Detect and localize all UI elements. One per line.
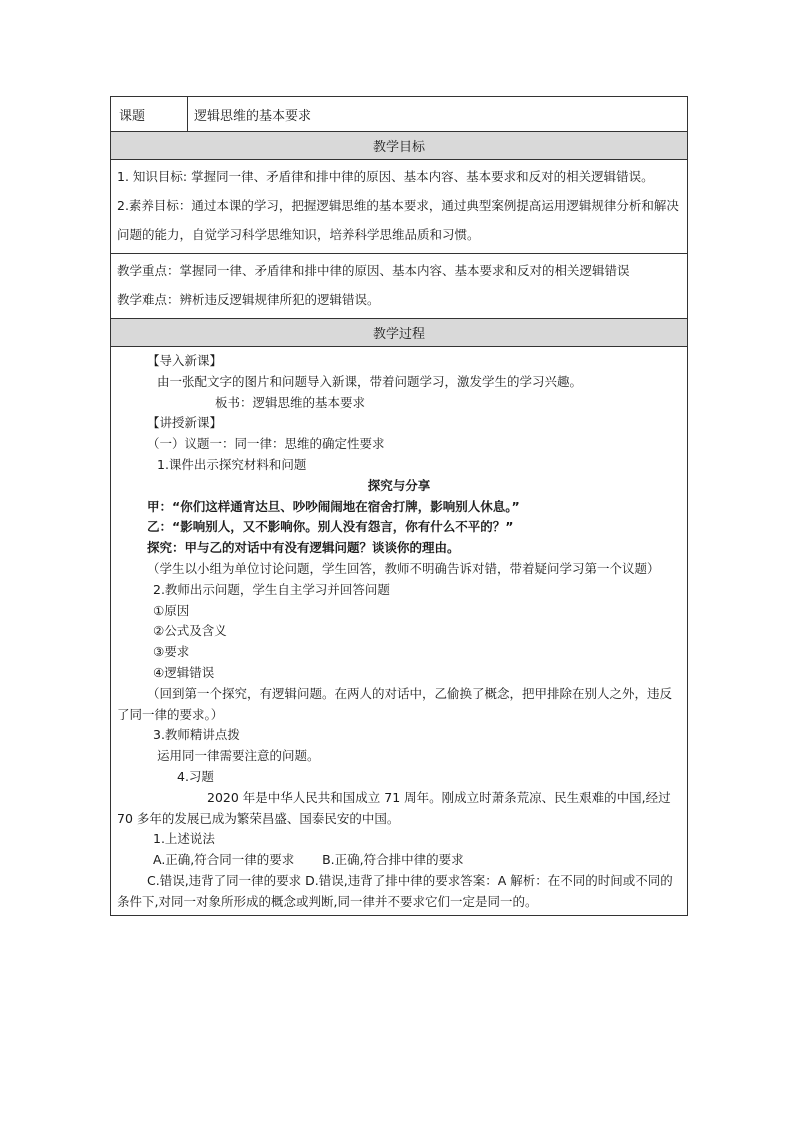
option-a: A.正确,符合同一律的要求	[153, 852, 295, 868]
answer-note: （回到第一个探究，有逻辑问题。在两人的对话中，乙偷换了概念，把甲排除在别人之外，违反了同一律的要求。）	[117, 685, 673, 722]
option-b: B.正确,符合排中律的要求	[322, 852, 464, 868]
step-three: 3.教师精讲点拨	[153, 727, 240, 743]
exercise-text: 2020 年是中华人民共和国成立 71 周年。刚成立时萧条荒凉、民生艰难的中国,经过 70 多年的发展已成为繁荣昌盛、国泰民安的中国。	[117, 789, 671, 826]
lesson-plan-table	[110, 96, 688, 916]
explore-title: 探究与分享	[367, 477, 431, 493]
goals-section	[111, 160, 687, 254]
step-two: 2.教师出示问题，学生自主学习并回答问题	[153, 581, 390, 597]
topic-one: （一）议题一：同一律：思维的确定性要求	[147, 436, 385, 452]
intro-text: 由一张配文字的图片和问题导入新课，带着问题学习，激发学生的学习兴趣。	[157, 373, 583, 389]
question-formula: ②公式及含义	[153, 623, 227, 639]
option-ab	[117, 850, 681, 871]
keypoints-section	[111, 254, 687, 319]
teaching-focus: 教学重点：掌握同一律、矛盾律和排中律的原因、基本内容、基本要求和反对的相关逻辑错误	[117, 263, 630, 278]
step-one: 1.课件出示探究材料和问题	[157, 456, 307, 472]
topic-value: 逻辑思维的基本要求	[194, 108, 312, 124]
exercise-question: 1.上述说法	[153, 831, 215, 847]
dialogue-jia: 甲：“你们这样通宵达旦、吵吵闹闹地在宿舍打牌，影响别人休息。”	[147, 498, 520, 514]
board-note: 板书：逻辑思维的基本要求	[215, 394, 366, 410]
dialogue-yi: 乙：“影响别人，又不影响你。别人没有怨言，你有什么不平的？”	[147, 519, 514, 535]
knowledge-goal: 1. 知识目标: 掌握同一律、矛盾律和排中律的原因、基本内容、基本要求和反对的相关逻辑错误。	[117, 169, 654, 184]
option-cd-answer: C.错误,违背了同一律的要求 D.错误,违背了排中律的要求答案：A 解析：在不同的时间或不同的条件下,对同一对象所形成的概念或判断,同一律并不要求它们一定是同一的。	[117, 872, 673, 909]
new-lesson-title: 【讲授新课】	[147, 415, 223, 431]
intro-title: 【导入新课】	[147, 353, 223, 368]
goals-heading: 教学目标	[111, 132, 687, 160]
topic-label: 课题	[111, 97, 188, 131]
topic-row	[111, 97, 687, 132]
process-section	[111, 347, 687, 915]
teaching-difficulty: 教学难点：辨析违反逻辑规律所犯的逻辑错误。	[117, 292, 380, 307]
question-cause: ①原因	[153, 602, 190, 618]
step-three-text: 运用同一律需要注意的问题。	[157, 748, 320, 764]
literacy-goal: 2.素养目标：通过本课的学习，把握逻辑思维的基本要求，通过典型案例提高运用逻辑规律分析和解决问题的能力，自觉学习科学思维知识，培养科学思维品质和习惯。	[117, 198, 679, 242]
question-error: ④逻辑错误	[153, 664, 215, 680]
process-heading: 教学过程	[111, 319, 687, 347]
step-four: 4.习题	[177, 768, 214, 784]
question-requirement: ③要求	[153, 644, 190, 660]
discussion-note: （学生以小组为单位讨论问题，学生回答，教师不明确告诉对错，带着疑问学习第一个议题）	[147, 560, 660, 576]
explore-question: 探究：甲与乙的对话中有没有逻辑问题？谈谈你的理由。	[147, 540, 460, 556]
